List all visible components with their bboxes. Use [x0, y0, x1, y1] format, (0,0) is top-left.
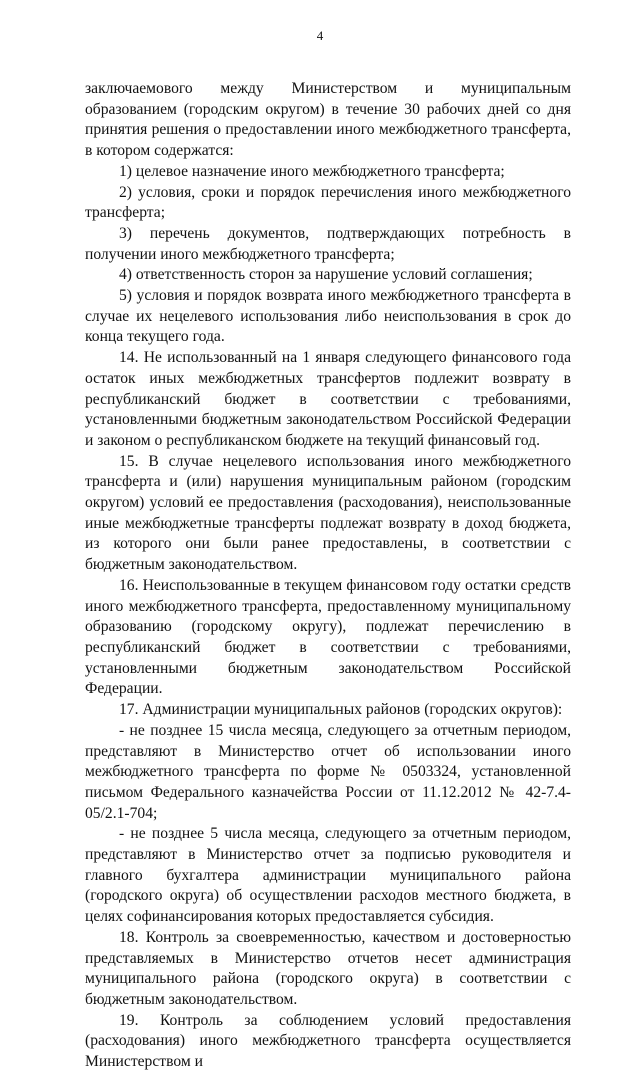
paragraph: - не позднее 15 числа месяца, следующего за отчетным периодом, представляют в Министерство отчет об использовании иного межбюджетного трансферта по форме № 0503324, установленной письмом Федерального казначейства России от 11.12.2012 № 42-7.4-05/2.1-704;: [85, 721, 571, 822]
paragraph: - не позднее 5 числа месяца, следующего за отчетным периодом, представляют в Министерство отчет за подписью руководителя и главного бухгалтера администрации муниципального района (городского округа) об осуществлении расходов местного бюджета, в целях софинансирования которых предоставляется субсидия.: [85, 825, 571, 926]
document-body: [85, 79, 571, 1073]
paragraph: 1) целевое назначение иного межбюджетного трансферта;: [119, 162, 505, 180]
paragraph: 5) условия и порядок возврата иного межбюджетного трансферта в случае их нецелевого использования либо неиспользования в срок до конца текущего года.: [85, 287, 571, 346]
paragraph: 2) условия, сроки и порядок перечисления иного межбюджетного трансферта;: [85, 183, 571, 222]
paragraph: 4) ответственность сторон за нарушение условий соглашения;: [119, 266, 533, 284]
paragraph: 15. В случае нецелевого использования иного межбюджетного трансферта и (или) нарушения муниципальным районом (городским округом) условий ее предоставления (расходования), неиспользованные иные межбюджетные трансферты подлежат возврату в доход бюджета, из которого они были ранее предоставлены, в соответствии с бюджетным законодательством.: [85, 452, 571, 574]
paragraph: 18. Контроль за своевременностью, качеством и достоверностью представляемых в Министерство отчетов несет администрация муниципального района (городского округа) в соответствии с бюджетным законодательством.: [85, 928, 571, 1008]
paragraph: заключаемового между Министерством и муниципальным образованием (городским округом) в течение 30 рабочих дней со дня принятия решения о предоставлении иного межбюджетного трансферта, в котором содержатся:: [85, 80, 571, 160]
paragraph: 3) перечень документов, подтверждающих потребность в получении иного межбюджетного трансферта;: [85, 224, 571, 263]
paragraph: 14. Не использованный на 1 января следующего финансового года остаток иных межбюджетных трансфертов подлежит возврату в республиканский бюджет в соответствии с требованиями, установленными бюджетным законодательством Российской Федерации и законом о республиканском бюджете на текущий финансовый год.: [85, 349, 571, 449]
paragraph: 19. Контроль за соблюдением условий предоставления (расходования) иного межбюджетного трансферта осуществляется Министерством и: [85, 1011, 571, 1071]
paragraph: 17. Администрации муниципальных районов (городских округов):: [119, 701, 563, 719]
page-number: 4: [316, 28, 324, 43]
paragraph: 16. Неиспользованные в текущем финансовом году остатки средств иного межбюджетного трансферта, предоставленному муниципальному образованию (городскому округу), подлежат перечислению в республиканский бюджет в соответствии с требованиями, установленными бюджетным законодательством Российской Федерации.: [85, 576, 571, 698]
